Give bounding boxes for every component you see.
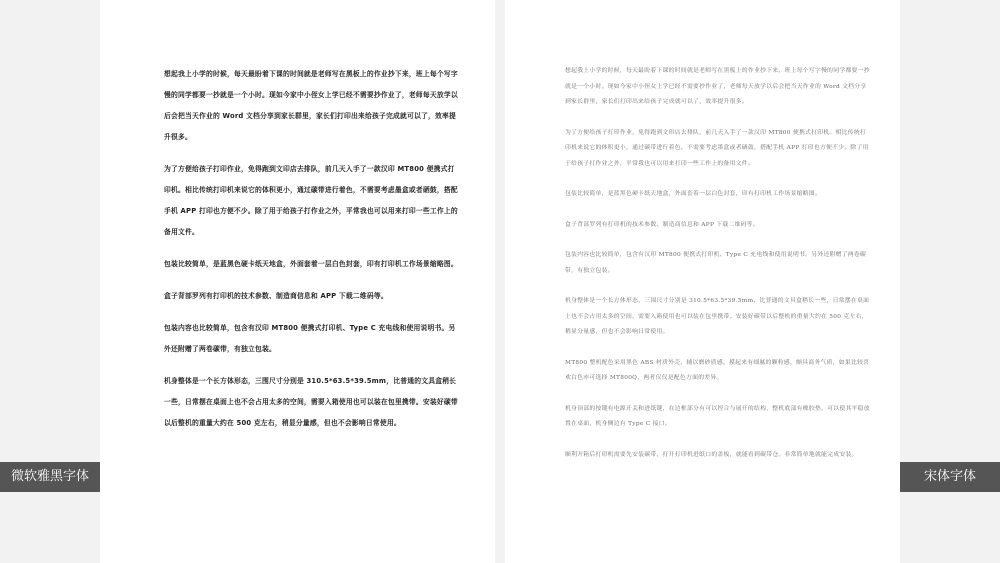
- right-paragraph-2: 为了方便给孩子打印作业，免得跑到文印店去排队，前几天入手了一款汉印 MT800 便携式打印机。相比传统打印机来说它的体积更小，通过碳带进行着色，不需要考虑墨盒或者硒鼓，搭配手机 APP 打印也方便不少。除了用于给孩子打作业之外，平常我也可以用来打印一些工作上的备用文件。: [565, 129, 869, 167]
- right-font-label: 宋体字体: [900, 462, 1000, 492]
- left-font-label: 微软雅黑字体: [0, 462, 100, 492]
- right-paragraph-4: 盒子背部罗列有打印机的技术参数、制造商信息和 APP 下载二维码等。: [565, 221, 759, 228]
- right-paragraph-8: 机身顶部的按键有电源开关和进纸键，在边框部分有可以捏合与展开的结构，整机底部有橡胶垫，可以使其平稳放置在桌面，机身侧边有 Type C 接口。: [565, 405, 870, 427]
- left-paragraph-4: 盒子背部罗列有打印机的技术参数、制造商信息和 APP 下载二维码等。: [164, 292, 388, 300]
- left-paragraph-1: 想起我上小学的时候，每天最盼着下课的时间就是老师写在黑板上的作业抄下来，班上每个写字慢的同学都要一抄就是一个小时。现如今家中小侄女上学已经不需要抄作业了，老师每天放学以后会把当天作业的 Word 文档分享到家长群里，家长们打印出来给孩子完成就可以了，效率提升很多。: [164, 70, 458, 141]
- right-paragraph-3: 包装比较简单，是蓝黑色硬卡纸天地盒，外面套着一层白色封套，印有打印机工作场景缩略图。: [565, 191, 822, 197]
- right-paragraph-5: 包装内容也比较简单，包含有汉印 MT800 便携式打印机、Type C 充电线和使用说明书。另外还附赠了两卷碳带，有独立包装。: [565, 252, 867, 274]
- page-gutter: [495, 0, 505, 563]
- left-paragraph-6: 机身整体是一个长方体形态，三围尺寸分别是 310.5*63.5*39.5mm，比普通的文具盒稍长一些，日常摆在桌面上也不会占用太多的空间，需要入箱使用也可以装在包里携带。安装好碳带以后整机的重量大约在 500 克左右，稍显分量感，但也不会影响日常使用。: [164, 377, 458, 427]
- left-document-page: [100, 0, 495, 563]
- right-paragraph-9: 顺利开箱后打印机需要先安装碳带，打开打印机进纸口的盖板，就能看到碳带仓。非常简单地就能完成安装。: [565, 451, 858, 458]
- right-paragraph-7: MT800 整机配色采用黑色 ABS 材质外壳，辅以磨砂质感，摸起来有细腻的颗粒感，颇具商务气质，如果比较喜欢白色亦可选择 MT800Q，两者仅仅是配色方面的差异。: [565, 359, 870, 381]
- left-paragraph-2: 为了方便给孩子打印作业，免得跑到文印店去排队，前几天入手了一款汉印 MT800 便携式打印机。相比传统打印机来说它的体积更小，通过碳带进行着色，不需要考虑墨盒或者硒鼓，搭配手机 APP 打印也方便不少。除了用于给孩子打作业之外，平常我也可以用来打印一些工作上的备用文件。: [164, 165, 458, 236]
- left-paragraph-5: 包装内容也比较简单，包含有汉印 MT800 便携式打印机、Type C 充电线和使用说明书。另外还附赠了两卷碳带，有独立包装。: [164, 324, 456, 353]
- right-paragraph-6: 机身整体是一个长方体形态，三围尺寸分别是 310.5*63.5*39.5mm，比普通的文具盒稍长一些，日常摆在桌面上也不会占用太多的空间，需要入箱使用也可以装在包里携带。安装好碳带以后整机的重量大约在 500 克左右，稍显分量感，但也不会影响日常使用。: [565, 298, 870, 335]
- right-paragraph-1: 想起我上小学的时候，每天最盼着下课的时间就是老师写在黑板上的作业抄下来，班上每个写字慢的同学都要一抄就是一个小时。现如今家中小侄女上学已经不需要抄作业了，老师每天放学以后会把当天作业的 Word 文档分享到家长群里，家长们打印出来给孩子完成就可以了，效率提升很多。: [565, 68, 870, 105]
- left-paragraph-3: 包装比较简单，是蓝黑色硬卡纸天地盒，外面套着一层白色封套，印有打印机工作场景缩略图。: [164, 260, 458, 268]
- right-document-page: [505, 0, 900, 563]
